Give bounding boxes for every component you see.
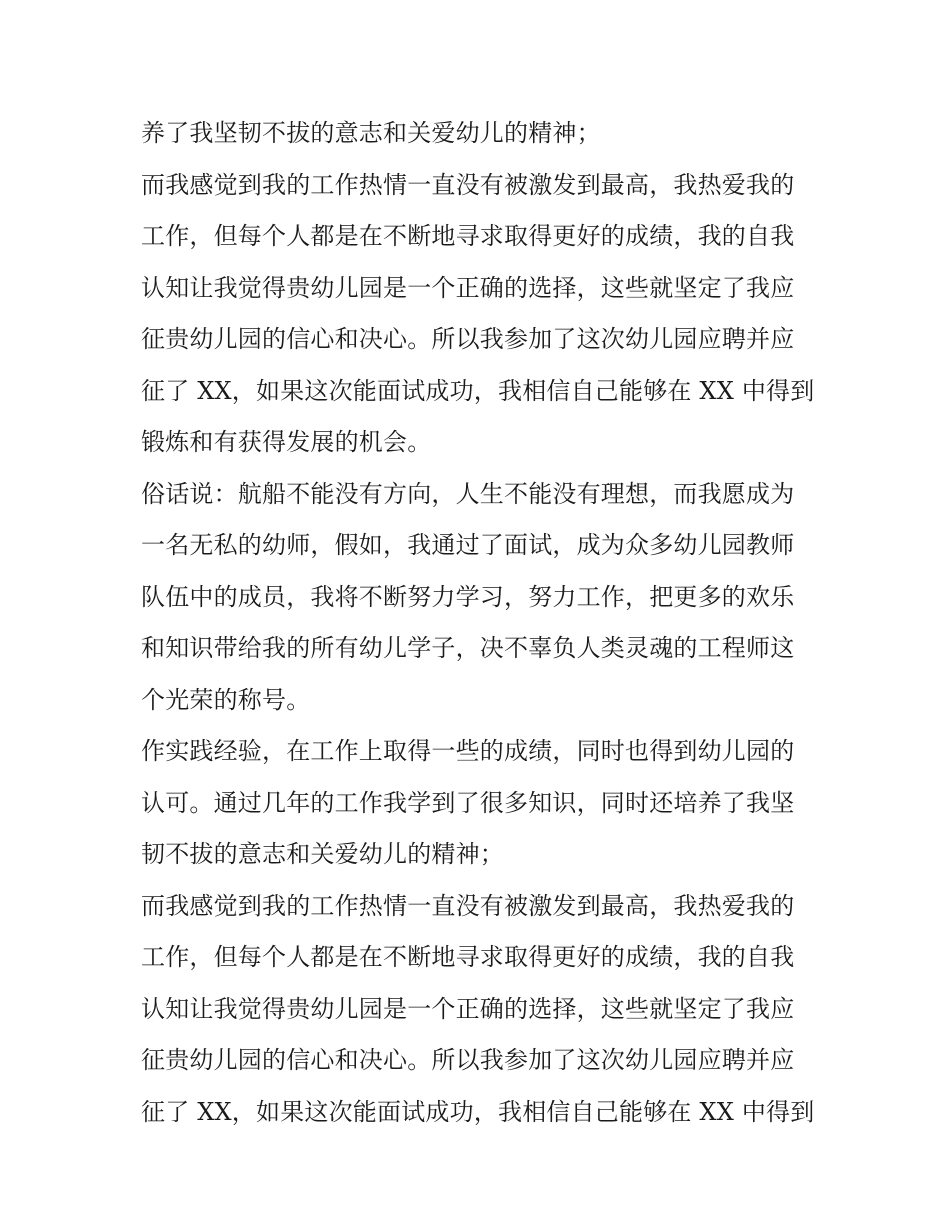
text-line: 养了我坚韧不拔的意志和关爱幼儿的精神； — [141, 119, 601, 147]
text-line: 作实践经验，在工作上取得一些的成绩，同时也得到幼儿园的 — [141, 737, 795, 765]
text-line: 个光荣的称号。 — [141, 685, 311, 714]
text-line: 认知让我觉得贵幼儿园是一个正确的选择，这些就坚定了我应 — [141, 994, 795, 1023]
text-line: 征贵幼儿园的信心和决心。所以我参加了这次幼儿园应聘并应 — [141, 1046, 795, 1074]
text-line: 征贵幼儿园的信心和决心。所以我参加了这次幼儿园应聘并应 — [141, 325, 795, 353]
text-line: 俗话说：航船不能没有方向，人生不能没有理想，而我愿成为 — [141, 479, 795, 508]
text-line: 而我感觉到我的工作热情一直没有被激发到最高，我热爱我的 — [141, 170, 795, 199]
text-line: 锻炼和有获得发展的机会。 — [141, 428, 432, 456]
text-line: 工作，但每个人都是在不断地寻求取得更好的成绩，我的自我 — [141, 222, 795, 250]
text-line: 一名无私的幼师，假如，我通过了面试，成为众多幼儿园教师 — [141, 531, 795, 559]
text-line: 认可。通过几年的工作我学到了很多知识，同时还培养了我坚 — [141, 788, 795, 817]
text-line: 工作，但每个人都是在不断地寻求取得更好的成绩，我的自我 — [141, 943, 795, 971]
text-line: 韧不拔的意志和关爱幼儿的精神； — [141, 840, 504, 868]
text-line: 征了 XX，如果这次能面试成功，我相信自己能够在 XX 中得到 — [141, 376, 815, 405]
text-line: 和知识带给我的所有幼儿学子，决不辜负人类灵魂的工程师这 — [141, 634, 795, 662]
text-line: 队伍中的成员，我将不断努力学习，努力工作，把更多的欢乐 — [141, 582, 795, 611]
document-body — [141, 108, 820, 1138]
text-line: 认知让我觉得贵幼儿园是一个正确的选择，这些就坚定了我应 — [141, 273, 795, 302]
text-line: 征了 XX，如果这次能面试成功，我相信自己能够在 XX 中得到 — [141, 1097, 815, 1126]
text-line: 而我感觉到我的工作热情一直没有被激发到最高，我热爱我的 — [141, 891, 795, 920]
